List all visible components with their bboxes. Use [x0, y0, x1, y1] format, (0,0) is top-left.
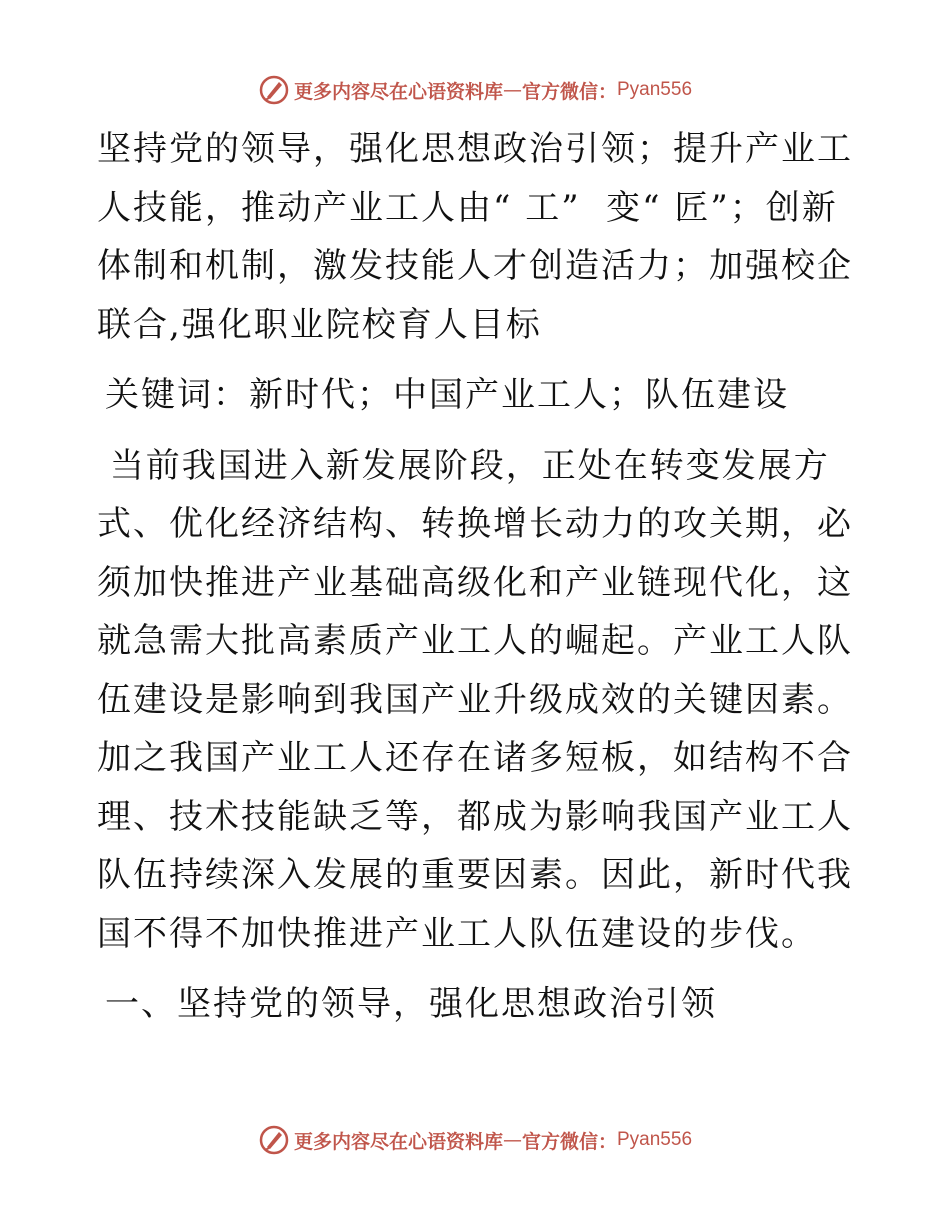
banner-wechat-id: Pyan556	[617, 1129, 693, 1150]
banner-label: 官方微信：	[521, 1130, 617, 1153]
paragraph-keywords: 关键词：新时代；中国产业工人；队伍建设	[105, 375, 789, 415]
quill-logo-icon	[258, 1124, 290, 1156]
banner-text: 更多内容尽在心语资料库	[293, 1130, 503, 1153]
document-body	[97, 120, 857, 1034]
footer-watermark-banner	[0, 1122, 950, 1158]
banner-text: 更多内容尽在心语资料库	[293, 80, 503, 103]
paragraph-intro: 当前我国进入新发展阶段，正处在转变发展方 式、优化经济结构、转换增长动力的攻关期，必须加快推进产业基础高级化和产业链现代化，这就急需大批高素质产业工人的崛起。产业工人队伍建设是影响到我国产业升级成效的关键因素。加之我国产业工人还存在诸多短板，如结构不合理、技术技能缺乏等，都成为影响我国产业工人队伍持续深入发展的重要因素。因此，新时代我国不得不加快推进产业工人队伍建设的步伐。	[97, 445, 853, 954]
banner-label: 官方微信：	[521, 80, 617, 103]
banner-dash: —	[502, 1129, 522, 1151]
banner-dash: —	[502, 79, 522, 101]
paragraph-summary: 坚持党的领导，强化思想政治引领；提升产业工人技能，推动产业工人由“ 工” 变“ 匠”；创新体制和机制，激发技能人才创造活力；加强校企联合,强化职业院校育人目标	[97, 129, 853, 345]
section-heading: 一、坚持党的领导，强化思想政治引领	[105, 984, 717, 1024]
banner-wechat-id: Pyan556	[617, 79, 693, 100]
header-watermark-banner	[0, 72, 950, 108]
quill-logo-icon	[258, 74, 290, 106]
